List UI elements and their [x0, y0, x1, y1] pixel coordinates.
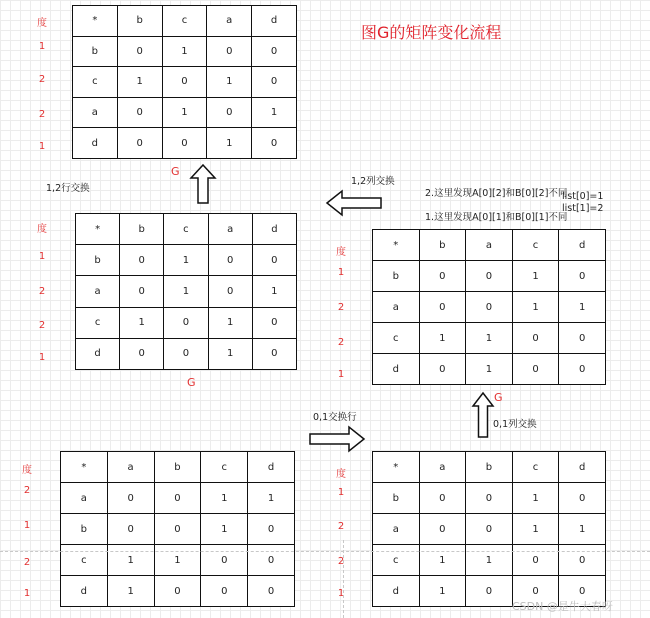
cell: 0 [512, 545, 559, 576]
cell: 0 [164, 338, 208, 369]
degree-value: 2 [337, 521, 345, 532]
cell: 1 [107, 545, 154, 576]
cell: 0 [252, 245, 296, 276]
cell: 0 [419, 261, 466, 292]
cell: 1 [208, 338, 252, 369]
cell: * [73, 6, 118, 37]
cell: c [373, 323, 420, 354]
cell: 0 [252, 128, 297, 159]
cell: 0 [512, 576, 559, 607]
list-label: list[0]=1 [562, 191, 604, 202]
cell: d [373, 576, 420, 607]
cell: 0 [162, 67, 207, 98]
cell: 1 [559, 514, 606, 545]
degree-value: 1 [337, 369, 345, 380]
degree-value: 1 [38, 41, 46, 52]
cell: 1 [208, 307, 252, 338]
matrix-top [72, 5, 297, 159]
cell: d [61, 576, 108, 607]
cell: 0 [466, 292, 513, 323]
cell: 0 [559, 261, 606, 292]
cell: 0 [419, 292, 466, 323]
watermark: CSDN @是牛大春呀 [512, 600, 613, 613]
swap-label: 1,2行交换 [46, 183, 90, 194]
cell: c [61, 545, 108, 576]
cell: 0 [466, 514, 513, 545]
degree-value: 1 [23, 588, 31, 599]
cell: 1 [252, 97, 297, 128]
cell: 0 [201, 576, 248, 607]
cell: * [373, 452, 420, 483]
cell: 0 [107, 514, 154, 545]
degree-value: 1 [38, 251, 46, 262]
graph-g-label: G [494, 391, 503, 404]
cell: a [373, 292, 420, 323]
cell: d [559, 452, 606, 483]
cell: 1 [252, 276, 296, 307]
cell: 1 [419, 545, 466, 576]
cell: 1 [164, 276, 208, 307]
cell: 0 [201, 545, 248, 576]
cell: a [419, 452, 466, 483]
degree-value: 1 [337, 267, 345, 278]
cell: 1 [107, 576, 154, 607]
cell: 0 [419, 354, 466, 385]
cell: c [373, 545, 420, 576]
cell: b [76, 245, 120, 276]
divider-line [343, 540, 344, 618]
matrix-middle-left [75, 213, 297, 370]
cell: b [466, 452, 513, 483]
cell: c [76, 307, 120, 338]
cell: 1 [419, 576, 466, 607]
cell: b [419, 230, 466, 261]
cell: 0 [419, 483, 466, 514]
degree-header: 度 [336, 247, 346, 258]
cell: 0 [154, 576, 201, 607]
cell: 0 [117, 97, 162, 128]
cell: 1 [466, 323, 513, 354]
matrix-bottom-left [60, 451, 295, 607]
cell: a [208, 214, 252, 245]
cell: 0 [117, 36, 162, 67]
cell: 0 [120, 245, 164, 276]
cell: 0 [248, 545, 295, 576]
cell: 0 [466, 261, 513, 292]
cell: 0 [107, 483, 154, 514]
cell: d [73, 128, 118, 159]
cell: 1 [512, 292, 559, 323]
cell: 1 [466, 354, 513, 385]
cell: d [76, 338, 120, 369]
cell: 1 [512, 261, 559, 292]
degree-value: 2 [337, 302, 345, 313]
cell: 0 [154, 514, 201, 545]
degree-value: 2 [23, 557, 31, 568]
diagram-title: 图G的矩阵变化流程 [361, 23, 502, 42]
cell: * [373, 230, 420, 261]
degree-header: 度 [22, 465, 32, 476]
cell: d [252, 214, 296, 245]
cell: b [154, 452, 201, 483]
divider-line [0, 551, 650, 552]
cell: 1 [154, 545, 201, 576]
cell: 1 [207, 67, 252, 98]
cell: 0 [207, 36, 252, 67]
arrow-up-icon [190, 164, 216, 204]
cell: c [162, 6, 207, 37]
cell: a [107, 452, 154, 483]
cell: b [117, 6, 162, 37]
arrow-left-icon [326, 190, 382, 216]
cell: 0 [559, 323, 606, 354]
cell: 0 [252, 338, 296, 369]
degree-header: 度 [336, 469, 346, 480]
degree-value: 1 [337, 487, 345, 498]
cell: a [73, 97, 118, 128]
graph-g-label: G [171, 165, 180, 178]
cell: b [373, 483, 420, 514]
cell: 0 [120, 338, 164, 369]
cell: 0 [252, 36, 297, 67]
matrix-bottom-right [372, 451, 606, 607]
cell: 0 [419, 514, 466, 545]
degree-value: 2 [38, 74, 46, 85]
cell: 0 [208, 245, 252, 276]
degree-value: 2 [337, 556, 345, 567]
degree-value: 1 [23, 520, 31, 531]
degree-value: 1 [38, 352, 46, 363]
cell: 0 [248, 576, 295, 607]
cell: c [201, 452, 248, 483]
cell: 1 [512, 483, 559, 514]
cell: 0 [512, 323, 559, 354]
cell: 0 [162, 128, 207, 159]
cell: 0 [512, 354, 559, 385]
cell: 0 [154, 483, 201, 514]
cell: 1 [559, 292, 606, 323]
degree-header: 度 [37, 224, 47, 235]
cell: 0 [252, 67, 297, 98]
cell: b [61, 514, 108, 545]
swap-label: 0,1交换行 [313, 412, 357, 423]
cell: a [466, 230, 513, 261]
list-label: list[1]=2 [562, 203, 604, 214]
degree-value: 2 [23, 485, 31, 496]
cell: 0 [117, 128, 162, 159]
cell: 1 [201, 483, 248, 514]
cell: c [73, 67, 118, 98]
cell: a [61, 483, 108, 514]
cell: 1 [419, 323, 466, 354]
cell: 0 [252, 307, 296, 338]
degree-header: 度 [37, 18, 47, 29]
cell: 0 [559, 354, 606, 385]
note-label: 1.这里发现A[0][1]和B[0][1]不同 [425, 212, 568, 223]
cell: c [512, 230, 559, 261]
cell: 1 [120, 307, 164, 338]
degree-value: 2 [38, 286, 46, 297]
cell: 1 [201, 514, 248, 545]
cell: 1 [207, 128, 252, 159]
cell: d [252, 6, 297, 37]
cell: b [73, 36, 118, 67]
cell: 0 [466, 483, 513, 514]
cell: 0 [208, 276, 252, 307]
cell: 1 [117, 67, 162, 98]
cell: 0 [164, 307, 208, 338]
degree-value: 1 [337, 588, 345, 599]
matrix-right-middle [372, 229, 606, 385]
swap-label: 0,1列交换 [493, 419, 537, 430]
cell: * [76, 214, 120, 245]
cell: d [248, 452, 295, 483]
cell: 0 [559, 483, 606, 514]
cell: 1 [162, 97, 207, 128]
cell: a [207, 6, 252, 37]
cell: 1 [466, 545, 513, 576]
degree-value: 1 [38, 141, 46, 152]
cell: a [76, 276, 120, 307]
cell: c [164, 214, 208, 245]
cell: b [120, 214, 164, 245]
swap-label: 1,2列交换 [351, 176, 395, 187]
degree-value: 2 [38, 109, 46, 120]
note-label: 2.这里发现A[0][2]和B[0][2]不同 [425, 188, 568, 199]
degree-value: 2 [38, 320, 46, 331]
cell: b [373, 261, 420, 292]
cell: a [373, 514, 420, 545]
cell: 0 [207, 97, 252, 128]
cell: 0 [559, 576, 606, 607]
cell: 0 [120, 276, 164, 307]
cell: d [373, 354, 420, 385]
degree-value: 2 [337, 337, 345, 348]
arrow-up-icon [472, 392, 494, 438]
cell: 1 [162, 36, 207, 67]
graph-g-label: G [187, 376, 196, 389]
cell: 0 [248, 514, 295, 545]
cell: 1 [512, 514, 559, 545]
cell: 0 [466, 576, 513, 607]
cell: 0 [559, 545, 606, 576]
arrow-right-icon [309, 426, 365, 452]
cell: d [559, 230, 606, 261]
cell: * [61, 452, 108, 483]
cell: 1 [164, 245, 208, 276]
cell: 1 [248, 483, 295, 514]
cell: c [512, 452, 559, 483]
